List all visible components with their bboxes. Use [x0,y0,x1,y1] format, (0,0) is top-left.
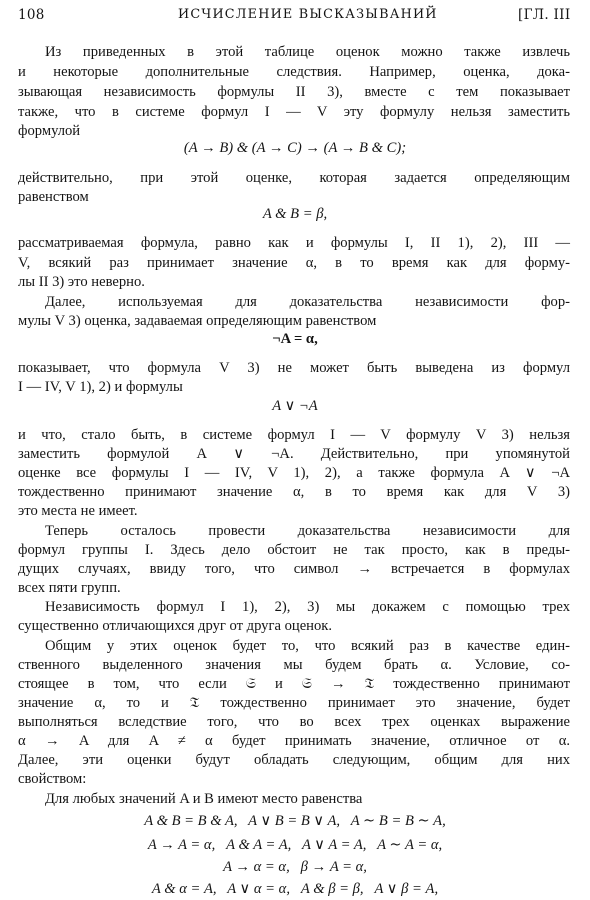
text-line: действительно, при этой оценке, которая задается определяющим [18,170,570,186]
text-line: мулы V 3) оценка, задаваемая определяющим равенством [18,313,377,329]
text-line: I — IV, V 1), 2) и формулы [18,379,183,395]
text-line: лы II 3) это неверно. [18,274,145,290]
text-line: Теперь осталось провести доказательства независимости для [45,523,570,539]
text-line: формулой [18,123,81,139]
display-formula: A & B = β, [262,206,328,222]
text-line: Далее, эти оценки будут обладать следующим, общим для них [18,752,570,768]
display-formula: A → α = α, β → A = α, [223,859,367,875]
text-line: заместить формулой A ∨ ¬A. Действительно, при упомянутой [18,446,570,462]
text-line: существенно отличающихся друг от друга оценок. [18,618,333,634]
text-line: и некоторые дополнительные следствия. Например, оценка, дока- [18,64,570,80]
text-line: это места не имеет. [18,503,138,519]
text-line: равенством [18,189,89,205]
page-number: 108 [18,7,45,23]
text-line: Независимость формул I 1), 2), 3) мы докажем с помощью трех [45,599,570,615]
text-line: α → A для A ≠ α будет принимать значение, отличное от α. [18,733,570,749]
text-line: ственного выделенного значения мы будем брать α. Условие, со- [18,657,570,673]
text-line: формул группы I. Здесь дело обстоит не так просто, как в преды- [18,542,570,558]
text-line: Из приведенных в этой таблице оценок можно также извлечь [45,44,570,60]
display-formula: (A → B) & (A → C) → (A → B & C); [183,140,407,156]
text-line: Далее, используемая для доказательства независимости фор- [45,294,570,310]
display-formula: A ∨ ¬A [272,398,318,414]
text-line: свойством: [18,771,87,787]
text-line: всех пяти групп. [18,580,121,596]
display-formula: A & α = A, A ∨ α = α, A & β = β, A ∨ β = A, [151,881,439,897]
text-line: зывающая независимость формулы II 3), вместе с тем показывает [18,84,570,100]
text-line: V, всякий раз принимает значение α, в то время как для форму- [18,255,570,271]
text-line: и что, стало быть, в системе формул I — V формулу V 3) нельзя [18,427,570,443]
text-line: выполняться вследствие того, что во всех трех оценках выражение [18,714,570,730]
text-line: показывает, что формула V 3) не может быть выведена из формул [18,360,570,376]
chapter-marker: [ГЛ. III [518,7,571,23]
text-line: оценке все формулы I — IV, V 1), 2), а также формула A ∨ ¬A [18,465,570,481]
text-line: Для любых значений A и B имеют место равенства [45,791,363,807]
text-line: дущих случаях, ввиду того, что символ → встречается в формулах [18,561,570,577]
text-line: стоящее в том, что если 𝔖 и 𝔖 → 𝔗 тождественно принимают [18,676,570,692]
display-formula: A → A = α, A & A = A, A ∨ A = A, A ∼ A = α, [147,837,443,853]
display-formula: A & B = B & A, A ∨ B = B ∨ A, A ∼ B = B ∼ A, [144,813,446,829]
text-line: тождественно принимают значение α, в то время как для V 3) [18,484,570,500]
running-title: ИСЧИСЛЕНИЕ ВЫСКАЗЫВАНИЙ [178,7,438,22]
text-line: также, что в системе формул I — V эту формулу нельзя заместить [18,104,570,120]
text-line: Общим у этих оценок будет то, что всякий раз в качестве един- [45,638,570,654]
text-line: рассматриваемая формула, равно как и формулы I, II 1), 2), III — [18,235,570,251]
display-formula: ¬A = α, [272,331,318,347]
text-line: значение α, то и 𝔗 тождественно принимает это значение, будет [18,695,570,711]
